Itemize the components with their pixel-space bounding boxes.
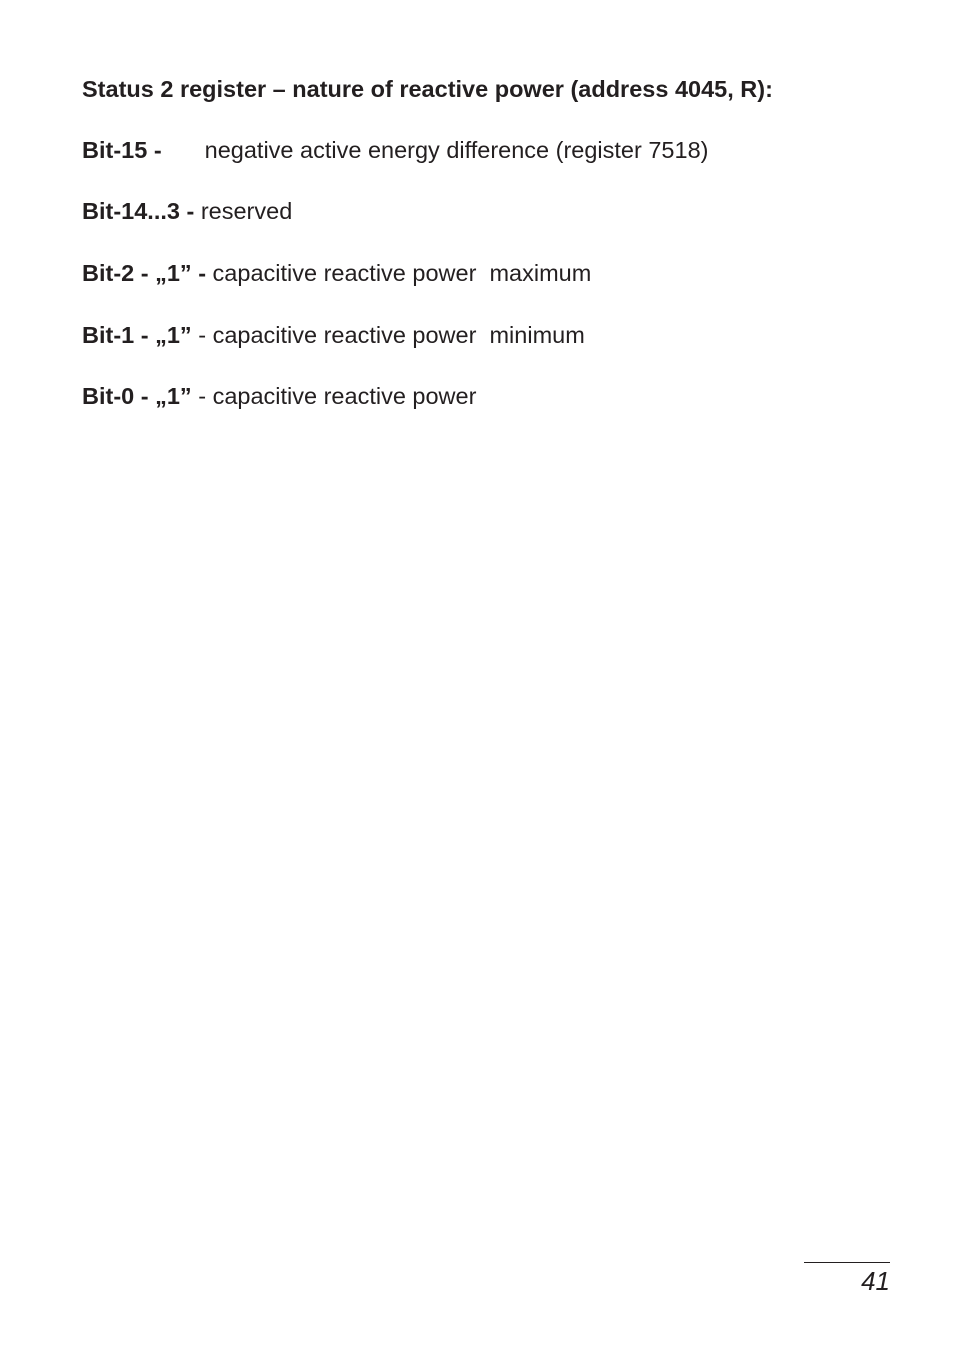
bit-14-3-label: Bit-14...3 - [82, 198, 195, 224]
bit-0-description: - capacitive reactive power [191, 383, 477, 409]
bit-2-line [82, 260, 591, 287]
bit-14-3-line [82, 198, 292, 225]
bit-1-description: - capacitive reactive power minimum [191, 322, 585, 348]
bit-14-3-description: reserved [194, 198, 293, 224]
bit-1-line [82, 322, 585, 349]
bit-15-label: Bit-15 - [82, 137, 162, 163]
bit-15-description: negative active energy difference (register 7518) [204, 137, 709, 163]
page-number: 41 [861, 1266, 890, 1296]
bit-2-description: capacitive reactive power maximum [206, 260, 592, 286]
bit-0-label: Bit-0 - „1” [82, 383, 192, 409]
bit-15-line [82, 137, 708, 164]
section-heading: Status 2 register – nature of reactive power (address 4045, R): [82, 76, 773, 102]
page-number-rule [804, 1262, 890, 1263]
bit-0-line [82, 383, 476, 410]
bit-2-label: Bit-2 - „1” - [82, 260, 207, 286]
bit-1-label: Bit-1 - „1” [82, 322, 192, 348]
